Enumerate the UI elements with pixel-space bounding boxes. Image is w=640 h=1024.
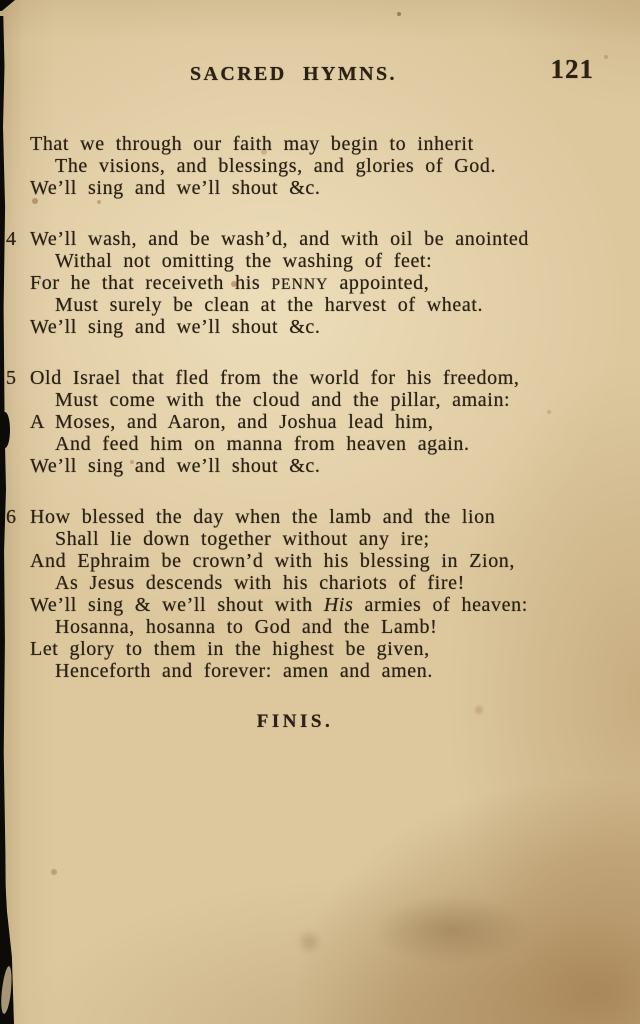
chorus-line: We’ll sing and we’ll shout &c. <box>30 316 321 338</box>
verse-line: Shall lie down together without any ire; <box>55 528 430 550</box>
verse-line: Old Israel that fled from the world for his freedom, <box>30 367 520 389</box>
italic-word: His <box>323 594 354 616</box>
verse-line: And feed him on manna from heaven again. <box>55 433 470 455</box>
line-segment: For he that receiveth his <box>30 272 272 294</box>
line-segment: We’ll sing & we’ll shout with <box>30 594 324 616</box>
verse-line <box>30 272 630 294</box>
hymn-text-block <box>6 133 630 733</box>
verse-line: Hosanna, hosanna to God and the Lamb! <box>55 616 438 638</box>
line-segment: appointed, <box>328 272 430 294</box>
verse-line: The visions, and blessings, and glories of God. <box>55 155 497 177</box>
page-left-edge-bump <box>0 412 10 448</box>
page-number: 121 <box>550 54 594 84</box>
verse-number: 4 <box>6 228 17 250</box>
verse-line: Must come with the cloud and the pillar, amain: <box>55 389 511 411</box>
paper-stains <box>397 12 401 16</box>
verse-line: That we through our faith may begin to inherit <box>30 133 474 155</box>
verse-number: 6 <box>6 506 17 528</box>
verse-number: 5 <box>6 367 17 389</box>
verse-line: Henceforth and forever: amen and amen. <box>55 660 433 682</box>
line-segment: armies of heaven: <box>353 594 528 616</box>
verse-line: And Ephraim be crown’d with his blessing in Zion, <box>30 550 516 572</box>
stanza-6 <box>6 506 630 682</box>
stanza-4 <box>6 228 630 338</box>
verse-line: As Jesus descends with his chariots of fire! <box>55 572 465 594</box>
running-title: SACRED HYMNS. <box>190 63 397 85</box>
verse-line: How blessed the day when the lamb and the lion <box>30 506 496 528</box>
paper-smudge <box>370 895 530 965</box>
finis-label: FINIS. <box>256 711 334 732</box>
small-caps-word: PENNY <box>271 276 329 293</box>
verse-line: Withal not omitting the washing of feet: <box>55 250 433 272</box>
verse-line: A Moses, and Aaron, and Joshua lead him, <box>30 411 434 433</box>
stanza-5 <box>6 367 630 477</box>
stanza-3-continued <box>30 133 630 199</box>
verse-line: Must surely be clean at the harvest of wheat. <box>55 294 484 316</box>
verse-line: We’ll wash, and be wash’d, and with oil be anointed <box>30 228 529 250</box>
verse-line <box>30 594 630 616</box>
page-top-left-corner-mark <box>0 0 15 11</box>
chorus-line: We’ll sing and we’ll shout &c. <box>30 177 321 199</box>
chorus-line: We’ll sing and we’ll shout &c. <box>30 455 321 477</box>
verse-line: Let glory to them in the highest be given, <box>30 638 430 660</box>
